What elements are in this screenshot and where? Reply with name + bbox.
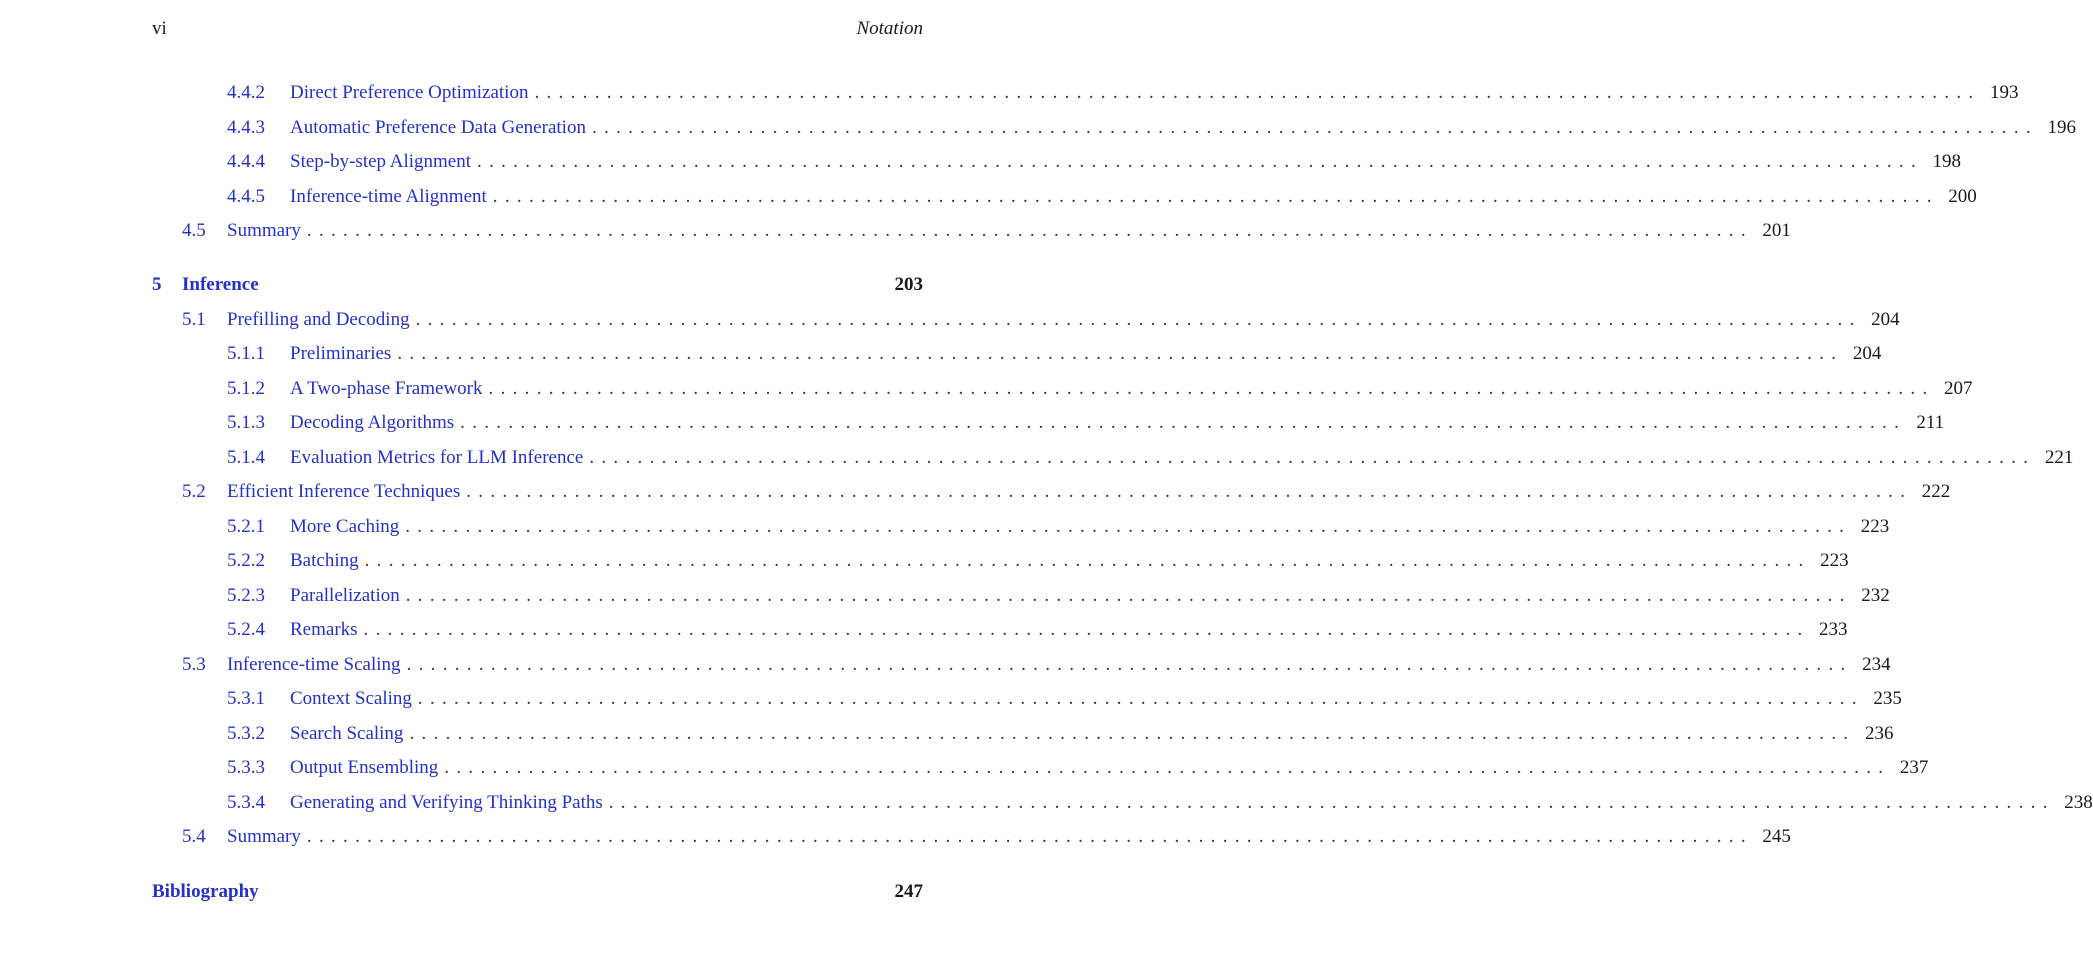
dot-leader: ........................................................................................................................	[477, 151, 1924, 172]
toc-entry-number[interactable]: 5.4	[182, 826, 206, 847]
toc-entry-title[interactable]: Efficient Inference Techniques	[227, 481, 461, 502]
toc-entry-page[interactable]: 236	[1864, 723, 1894, 744]
toc-entry-number[interactable]: 5	[152, 274, 162, 295]
toc-entry-number[interactable]: 5.1	[182, 309, 206, 330]
toc-entry-title[interactable]: Summary	[227, 826, 301, 847]
dot-leader: ........................................................................................................................	[405, 516, 1852, 537]
toc-entry[interactable]	[152, 117, 2076, 147]
toc-entry-page[interactable]: 193	[1989, 82, 2019, 103]
toc-entry-page[interactable]: 201	[1762, 220, 1791, 241]
toc-entry[interactable]	[152, 447, 2074, 477]
toc-entry[interactable]	[152, 220, 1791, 250]
toc-entry-number[interactable]: 5.1.3	[227, 412, 265, 433]
toc-entry-page[interactable]: 232	[1861, 585, 1890, 606]
toc-entry[interactable]	[152, 654, 1891, 684]
toc-entry[interactable]	[152, 550, 1849, 580]
toc-entry-title[interactable]: Step-by-step Alignment	[290, 151, 472, 172]
toc-entry-title[interactable]: Bibliography	[152, 881, 259, 902]
dot-leader: ........................................................................................................................	[409, 723, 1856, 744]
dot-leader: ........................................................................................................................	[534, 82, 1981, 103]
toc-entry-page[interactable]: 221	[2044, 447, 2074, 468]
toc-entry-title[interactable]: Evaluation Metrics for LLM Inference	[290, 447, 584, 468]
toc-entry[interactable]	[152, 412, 1945, 442]
toc-entry-title[interactable]: Output Ensembling	[290, 757, 439, 778]
toc-entry-title[interactable]: Search Scaling	[290, 723, 404, 744]
toc-entry-number[interactable]: 5.3.4	[227, 792, 265, 813]
dot-leader: ........................................................................................................................	[444, 757, 1891, 778]
toc-entry-page[interactable]: 238	[2064, 792, 2093, 813]
toc-entry-number[interactable]: 5.1.2	[227, 378, 265, 399]
toc-entry-title[interactable]: A Two-phase Framework	[290, 378, 483, 399]
dot-leader: ........................................................................................................................	[363, 619, 1810, 640]
toc-entry[interactable]	[152, 826, 1791, 856]
toc-entry-page[interactable]: 223	[1860, 516, 1890, 537]
toc-entry-number[interactable]: 5.3.2	[227, 723, 265, 744]
dot-leader: ........................................................................................................................	[417, 688, 1864, 709]
dot-leader: ........................................................................................................................	[406, 654, 1853, 675]
toc-entry-number[interactable]: 5.2	[182, 481, 206, 502]
toc-entry-title[interactable]: Summary	[227, 220, 301, 241]
toc-entry-title[interactable]: Generating and Verifying Thinking Paths	[290, 792, 603, 813]
toc-entry-page[interactable]: 247	[894, 881, 923, 902]
toc-entry-title[interactable]: Batching	[290, 550, 359, 571]
toc-entry-number[interactable]: 4.4.2	[227, 82, 265, 103]
toc-entry-page[interactable]: 203	[894, 274, 923, 295]
dot-leader: ........................................................................................................................	[591, 117, 2038, 138]
toc-entry[interactable]	[152, 516, 1890, 546]
toc-entry-page[interactable]: 233	[1819, 619, 1848, 640]
toc-entry-page[interactable]: 200	[1948, 186, 1977, 207]
toc-entry-number[interactable]: 5.3.1	[227, 688, 265, 709]
dot-leader: ........................................................................................................................	[608, 792, 2055, 813]
toc-entry-page[interactable]: 207	[1944, 378, 1973, 399]
dot-leader: ........................................................................................................................	[405, 585, 1852, 606]
toc-entry-number[interactable]: 4.4.3	[227, 117, 265, 138]
toc-entry-page[interactable]: 223	[1820, 550, 1849, 571]
toc-entry-page[interactable]: 204	[1871, 309, 1900, 330]
toc-entry-number[interactable]: 5.3	[182, 654, 206, 675]
toc-entry-number[interactable]: 5.1.4	[227, 447, 265, 468]
toc-entry-number[interactable]: 5.2.3	[227, 585, 265, 606]
toc-entry-page[interactable]: 245	[1762, 826, 1791, 847]
toc-entry-number[interactable]: 5.3.3	[227, 757, 265, 778]
toc-entry-title[interactable]: Remarks	[290, 619, 358, 640]
dot-leader: ........................................................................................................................	[460, 412, 1907, 433]
running-header	[152, 18, 923, 46]
toc-entry[interactable]	[152, 792, 2093, 822]
toc-entry-title[interactable]: Inference-time Scaling	[227, 654, 401, 675]
toc-entry-number[interactable]: 4.4.4	[227, 151, 265, 172]
toc-entry-title[interactable]: Decoding Algorithms	[290, 412, 455, 433]
toc-entry-page[interactable]: 237	[1899, 757, 1929, 778]
toc-entry-title[interactable]: Preliminaries	[290, 343, 392, 364]
running-title: Notation	[856, 18, 923, 39]
toc-entry[interactable]	[152, 757, 1929, 787]
toc-entry-page[interactable]: 211	[1916, 412, 1945, 433]
toc-entry[interactable]	[152, 274, 923, 304]
toc-entry-number[interactable]: 5.1.1	[227, 343, 265, 364]
toc-entry[interactable]	[152, 481, 1951, 511]
toc-entry-page[interactable]: 235	[1873, 688, 1902, 709]
toc-entry-page[interactable]: 222	[1921, 481, 1951, 502]
toc-entry[interactable]	[152, 151, 1962, 181]
dot-leader: ........................................................................................................................	[466, 481, 1913, 502]
dot-leader: ........................................................................................................................	[306, 220, 1753, 241]
toc-entry-title[interactable]: Inference-time Alignment	[290, 186, 487, 207]
dot-leader: ........................................................................................................................	[397, 343, 1844, 364]
toc-entry-title[interactable]: Prefilling and Decoding	[227, 309, 410, 330]
toc-entry-page[interactable]: 196	[2047, 117, 2076, 138]
dot-leader: ........................................................................................................................	[415, 309, 1862, 330]
toc-entry[interactable]	[152, 186, 1977, 216]
toc-entry[interactable]	[152, 723, 1894, 753]
dot-leader: ........................................................................................................................	[488, 378, 1935, 399]
toc-entry-number[interactable]: 5.2.1	[227, 516, 265, 537]
toc-entry-title[interactable]: Context Scaling	[290, 688, 412, 709]
toc-entry-title[interactable]: More Caching	[290, 516, 400, 537]
dot-leader: ........................................................................................................................	[364, 550, 1811, 571]
toc-entry[interactable]	[152, 881, 923, 911]
toc-entry-title[interactable]: Parallelization	[290, 585, 400, 606]
toc-entry[interactable]	[152, 343, 1882, 373]
toc-entry-number[interactable]: 4.5	[182, 220, 206, 241]
toc-entry-title[interactable]: Automatic Preference Data Generation	[290, 117, 586, 138]
page-number: vi	[152, 18, 167, 39]
toc-entry-page[interactable]: 198	[1932, 151, 1962, 172]
dot-leader: ........................................................................................................................	[589, 447, 2036, 468]
toc-entry[interactable]	[152, 619, 1848, 649]
toc-entry[interactable]	[152, 378, 1973, 408]
dot-leader: ........................................................................................................................	[492, 186, 1939, 207]
toc-entry-number[interactable]: 5.2.2	[227, 550, 265, 571]
toc-entry-number[interactable]: 4.4.5	[227, 186, 265, 207]
toc-entry[interactable]	[152, 688, 1902, 718]
toc-entry[interactable]	[152, 82, 2019, 112]
toc-entry[interactable]	[152, 585, 1890, 615]
toc-entry-title[interactable]: Direct Preference Optimization	[290, 82, 529, 103]
toc-entry-title[interactable]: Inference	[182, 274, 259, 295]
toc-entry-page[interactable]: 234	[1862, 654, 1891, 675]
toc-entry[interactable]	[152, 309, 1900, 339]
toc-entry-page[interactable]: 204	[1852, 343, 1882, 364]
dot-leader: ........................................................................................................................	[306, 826, 1753, 847]
toc-entry-number[interactable]: 5.2.4	[227, 619, 265, 640]
